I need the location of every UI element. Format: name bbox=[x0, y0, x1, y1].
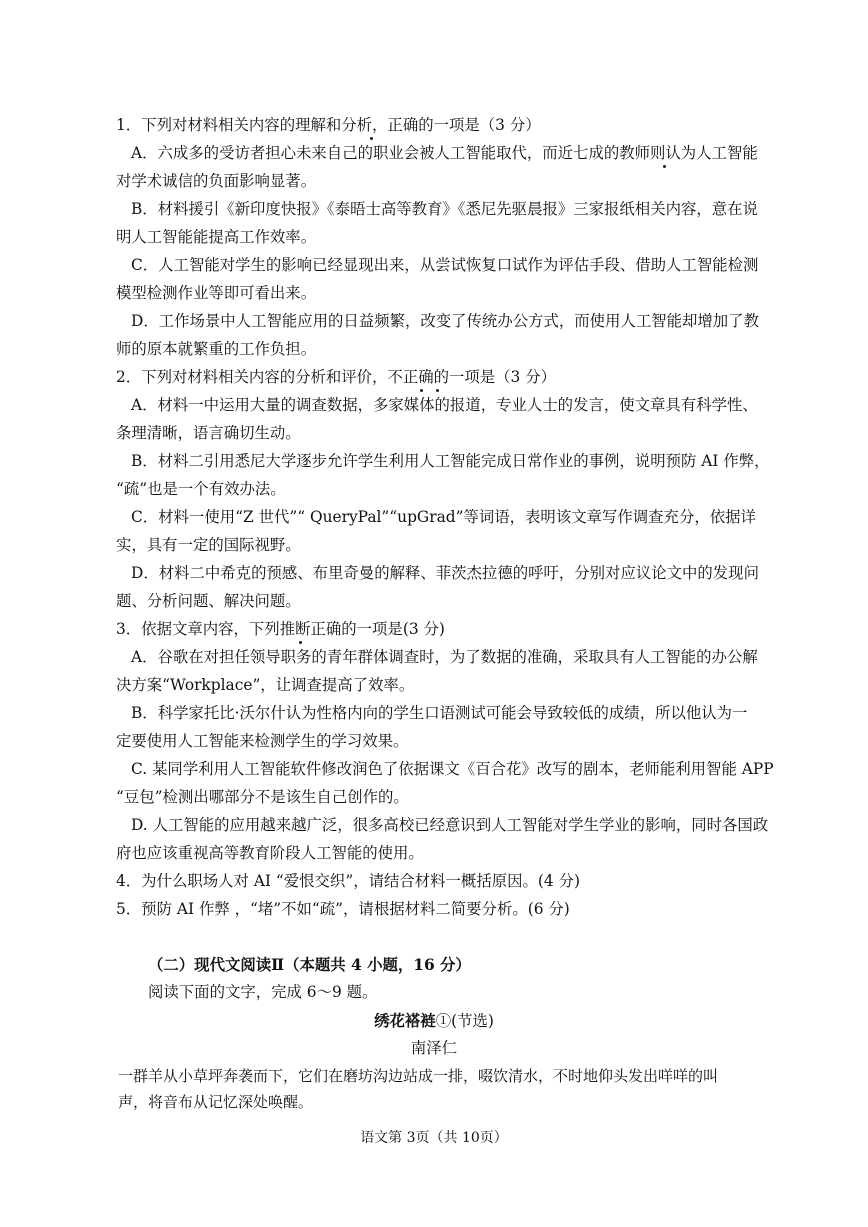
emphasis-dot bbox=[663, 165, 666, 168]
q3-option-c-line1: C. 某同学利用人工智能软件修改润色了依据课文《百合花》改写的剧本，老师能利用智能 APP bbox=[131, 760, 774, 778]
q2-option-b-line2: “疏”也是一个有效办法。 bbox=[116, 480, 286, 498]
section-instruction: 阅读下面的文字，完成 6～9 题。 bbox=[148, 983, 378, 1001]
q4-stem: 4．为什么职场人对 AI “爱恨交织”，请结合材料一概括原因。(4 分) bbox=[116, 872, 580, 890]
q2-option-a-line1: A．材料一中运用大量的调查数据，多家媒体的报道，专业人士的发言，使文章具有科学性、 bbox=[131, 396, 758, 414]
section-heading: （二）现代文阅读Ⅱ（本题共 4 小题，16 分） bbox=[148, 956, 471, 974]
q2-option-a-line2: 条理清晰，语言确切生动。 bbox=[116, 424, 301, 442]
q2-option-c-line2: 实，具有一定的国际视野。 bbox=[116, 536, 301, 554]
q3-stem: 3．依据文章内容，下列推断正确的一项是(3 分) bbox=[116, 620, 445, 638]
emphasis-dot bbox=[299, 641, 302, 644]
q2-option-d-line1: D．材料二中希克的预感、布里奇曼的解释、菲茨杰拉德的呼吁，分别对应议论文中的发现问 bbox=[131, 564, 759, 582]
q3-option-d-line2: 府也应该重视高等教育阶段人工智能的使用。 bbox=[116, 844, 424, 862]
q2-option-b-line1: B．材料二引用悉尼大学逐步允许学生利用人工智能完成日常作业的事例，说明预防 AI 作弊， bbox=[131, 452, 770, 470]
emphasis-dot bbox=[436, 389, 439, 392]
q2-stem: 2．下列对材料相关内容的分析和评价，不正确的一项是（3 分） bbox=[116, 368, 557, 386]
q2-option-d-line2: 题、分析问题、解决问题。 bbox=[116, 592, 301, 610]
passage-paragraph-line1: 一群羊从小草坪奔袭而下，它们在磨坊沟边站成一排，啜饮清水，不时地仰头发出咩咩的叫 bbox=[118, 1067, 719, 1085]
q1-option-d-line1: D．工作场景中人工智能应用的日益频繁，改变了传统办公方式，而使用人工智能却增加了教 bbox=[131, 312, 759, 330]
passage-title-note: ①(节选) bbox=[435, 1012, 494, 1030]
q1-option-c-line2: 模型检测作业等即可看出来。 bbox=[116, 284, 317, 302]
q5-stem: 5．预防 AI 作弊 ，“堵”不如“疏”，请根据材料二简要分析。(6 分) bbox=[116, 900, 570, 918]
page-footer: 语文第 3页（共 10页） bbox=[360, 1130, 508, 1146]
q2-option-c-line1: C．材料一使用“Z 世代”“ QueryPal”“upGrad”等词语，表明该文章写作调查充分，依据详 bbox=[131, 508, 756, 526]
q1-option-a-line1: A．六成多的受访者担心未来自己的职业会被人工智能取代，而近七成的教师则认为人工智能 bbox=[131, 144, 758, 162]
passage-author: 南泽仁 bbox=[410, 1039, 458, 1057]
emphasis-dot bbox=[370, 137, 373, 140]
q1-stem: 1．下列对材料相关内容的理解和分析，正确的一项是（3 分） bbox=[116, 116, 541, 134]
passage-paragraph-line2: 声，将音布从记忆深处唤醒。 bbox=[118, 1093, 314, 1111]
q1-option-c-line1: C．人工智能对学生的影响已经显现出来，从尝试恢复口试作为评估手段、借助人工智能检测 bbox=[131, 256, 759, 274]
q1-option-a-line2: 对学术诚信的负面影响显著。 bbox=[116, 172, 317, 190]
q1-option-b-line2: 明人工智能能提高工作效率。 bbox=[116, 228, 317, 246]
passage-title-text: 绣花褡裢 bbox=[374, 1012, 436, 1030]
q3-option-b-line1: B．科学家托比·沃尔什认为性格内向的学生口语测试可能会导致较低的成绩，所以他认为一 bbox=[131, 704, 748, 722]
q3-option-d-line1: D. 人工智能的应用越来越广泛，很多高校已经意识到人工智能对学生学业的影响，同时各国政 bbox=[131, 816, 769, 834]
emphasis-dot bbox=[420, 389, 423, 392]
q1-option-d-line2: 师的原本就繁重的工作负担。 bbox=[116, 340, 317, 358]
passage-title bbox=[0, 1011, 868, 1031]
q3-option-b-line2: 定要使用人工智能来检测学生的学习效果。 bbox=[116, 732, 409, 750]
q1-option-b-line1: B．材料援引《新印度快报》《泰晤士高等教育》《悉尼先驱晨报》三家报纸相关内容，意在说 bbox=[131, 200, 758, 218]
q3-option-c-line2: “豆包”检测出哪部分不是该生自己创作的。 bbox=[116, 788, 409, 806]
q3-option-a-line2: 决方案“Workplace”，让调查提高了效率。 bbox=[116, 676, 415, 694]
q3-option-a-line1: A．谷歌在对担任领导职务的青年群体调查时，为了数据的准确，采取具有人工智能的办公解 bbox=[131, 648, 758, 666]
